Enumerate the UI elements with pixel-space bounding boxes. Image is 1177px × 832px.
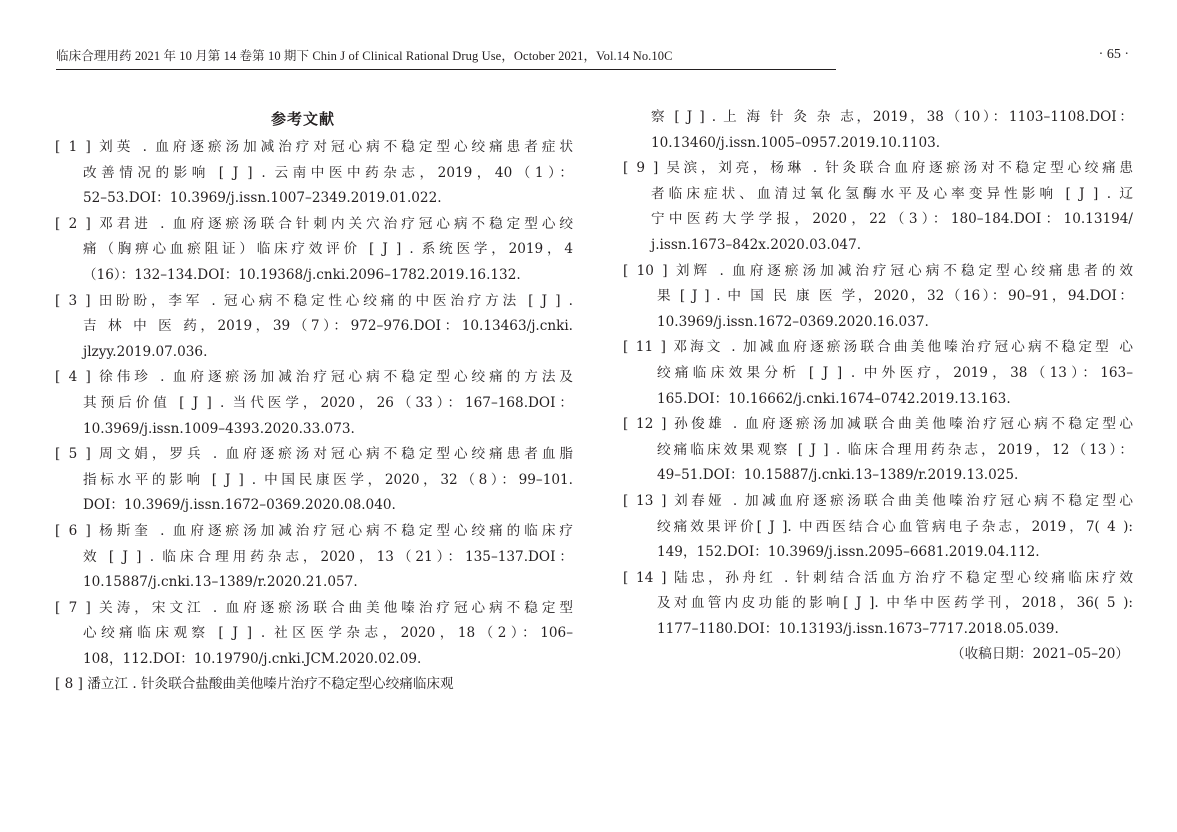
header-rule (56, 69, 836, 70)
reference-line: [ 11 ] 邓海文 . 加减血府逐瘀汤联合曲美他嗪治疗冠心病不稳定型 心 (623, 339, 1133, 356)
reference-line: [ 14 ] 陆忠，孙舟红 . 针刺结合活血方治疗不稳定型心绞痛临床疗效 (623, 569, 1133, 586)
running-header: 临床合理用药 2021 年 10 月第 14 卷第 10 期下 Chin J of Clinical Rational Drug Use，October 2021，Vol.14 No.10C (56, 49, 673, 63)
reference-entry (623, 412, 1133, 489)
reference-line: 者临床症状、血清过氧化氢酶水平及心率变异性影响 [ J ] . 辽 (651, 185, 1133, 202)
references-left-column (55, 135, 573, 698)
reference-line: [ 6 ] 杨斯奎 . 血府逐瘀汤加减治疗冠心病不稳定型心绞痛的临床疗 (55, 522, 573, 539)
reference-line: 绞痛临床效果分析 [ J ] . 中外医疗，2019，38（13）：163– (657, 364, 1133, 381)
reference-line: 绞痛效果评价[ J ]. 中西医结合心血管病电子杂志，2019，7( 4 ): (657, 518, 1133, 535)
page-number: · 65 · (1098, 47, 1129, 62)
reference-line: 及对血管内皮功能的影响[ J ]. 中华中医药学刊，2018，36( 5 ): (657, 595, 1133, 612)
reference-line: 痛（胸痹心血瘀阻证）临床疗效评价 [ J ] . 系统医学，2019，4 (83, 241, 573, 258)
reference-entry (55, 289, 573, 366)
received-date: （收稿日期：2021–05–20） (951, 646, 1129, 663)
reference-line: 心绞痛临床观察 [ J ] . 社区医学杂志，2020，18（2）：106– (83, 625, 573, 642)
reference-entry (55, 596, 573, 673)
reference-line: [ 12 ] 孙俊雄 . 血府逐瘀汤加减联合曲美他嗪治疗冠心病不稳定型心 (623, 416, 1133, 433)
reference-line: jlzyy.2019.07.036. (83, 343, 208, 360)
reference-line: 149，152.DOI：10.3969/j.issn.2095–6681.2019.04.112. (657, 544, 1040, 561)
reference-entry (55, 365, 573, 442)
reference-line: [ 7 ] 关涛，宋文江 . 血府逐瘀汤联合曲美他嗪治疗冠心病不稳定型 (55, 599, 573, 616)
reference-line: [ 13 ] 刘春娅 . 加减血府逐瘀汤联合曲美他嗪治疗冠心病不稳定型心 (623, 492, 1133, 509)
reference-entry (55, 442, 573, 519)
reference-entry (55, 212, 573, 289)
reference-line: 宁中医药大学学报，2020，22（3）：180–184.DOI：10.13194/ (651, 211, 1133, 228)
reference-line: [ 2 ] 邓君进 . 血府逐瘀汤联合针刺内关穴治疗冠心病不稳定型心绞 (55, 215, 573, 232)
reference-entry (623, 335, 1133, 412)
reference-line: 察 [ J ] . 上 海 针 灸 杂 志，2019，38（10）：1103–1108.DOI： (651, 109, 1133, 125)
reference-line: j.issn.1673–842x.2020.03.047. (651, 236, 862, 253)
reference-entry (623, 489, 1133, 566)
reference-line: [ 9 ] 吴滨，刘亮，杨琳 . 针灸联合血府逐瘀汤对不稳定型心绞痛患 (623, 160, 1133, 177)
reference-line: [ 1 ] 刘英 . 血府逐瘀汤加减治疗对冠心病不稳定型心绞痛患者症状 (55, 139, 573, 155)
reference-line: 49–51.DOI：10.15887/j.cnki.13–1389/r.2019.13.025. (657, 467, 1019, 484)
reference-line: 1177–1180.DOI：10.13193/j.issn.1673–7717.2018.05.039. (657, 620, 1059, 637)
reference-line: （16）：132–134.DOI：10.19368/j.cnki.2096–1782.2019.16.132. (83, 266, 521, 283)
reference-line: 果 [ J ] . 中 国 民 康 医 学，2020，32（16）：90–91，94.DOI： (657, 288, 1133, 305)
reference-entry (55, 672, 573, 698)
reference-line: 10.3969/j.issn.1009–4393.2020.33.073. (83, 420, 355, 437)
reference-line: 其预后价值 [ J ] . 当代医学，2020，26（33）：167–168.DOI： (83, 394, 573, 411)
reference-line: 165.DOI：10.16662/j.cnki.1674–0742.2019.13.163. (657, 390, 1011, 407)
reference-entry (623, 566, 1133, 643)
references-heading: 参考文献 (271, 110, 336, 128)
reference-entry (623, 259, 1133, 336)
reference-entry (55, 135, 573, 212)
references-right-column (623, 105, 1133, 668)
reference-line: 10.3969/j.issn.1672–0369.2020.16.037. (657, 313, 929, 330)
reference-entry (55, 519, 573, 596)
reference-line: 108，112.DOI：10.19790/j.cnki.JCM.2020.02.09. (83, 650, 422, 667)
reference-line: [ 4 ] 徐伟珍 . 血府逐瘀汤加减治疗冠心病不稳定型心绞痛的方法及 (55, 369, 573, 386)
reference-line: [ 10 ] 刘辉 . 血府逐瘀汤加减治疗冠心病不稳定型心绞痛患者的效 (623, 262, 1133, 279)
reference-entry (623, 156, 1133, 258)
reference-line: 改善情况的影响 [ J ] . 云南中医中药杂志，2019，40（1）： (83, 164, 573, 181)
reference-line: 指标水平的影响 [ J ] . 中国民康医学，2020，32（8）：99–101. (83, 471, 573, 488)
reference-line: [ 5 ] 周文娟，罗兵 . 血府逐瘀汤对冠心病不稳定型心绞痛患者血脂 (55, 446, 573, 463)
reference-line: 绞痛临床效果观察 [ J ] . 临床合理用药杂志，2019，12（13）： (657, 441, 1133, 458)
reference-line: DOI：10.3969/j.issn.1672–0369.2020.08.040. (83, 497, 396, 514)
reference-line: 10.15887/j.cnki.13–1389/r.2020.21.057. (83, 574, 358, 591)
reference-line: 吉 林 中 医 药，2019，39（7）：972–976.DOI：10.13463/j.cnki. (83, 318, 573, 335)
reference-line: 10.13460/j.issn.1005–0957.2019.10.1103. (651, 134, 941, 151)
reference-line: 52–53.DOI：10.3969/j.issn.1007–2349.2019.01.022. (83, 190, 442, 207)
reference-line: [ 3 ] 田盼盼，李军 . 冠心病不稳定性心绞痛的中医治疗方法 [ J ] . (55, 292, 573, 309)
reference-entry (623, 105, 1133, 156)
reference-line: 效 [ J ] . 临床合理用药杂志，2020，13（21）：135–137.DOI： (83, 548, 573, 565)
reference-line: [ 8 ] 潘立江 . 针灸联合盐酸曲美他嗪片治疗不稳定型心绞痛临床观 (55, 676, 454, 693)
